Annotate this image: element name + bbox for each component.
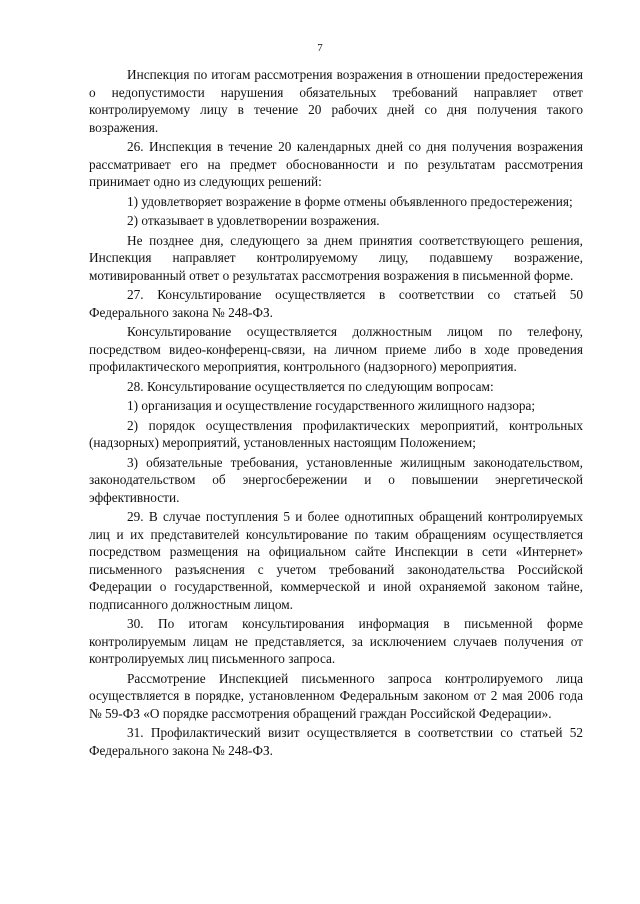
list-item-26-1: 1) удовлетворяет возражение в форме отмены объявленного предостережения; bbox=[127, 193, 573, 209]
paragraph-26: 26. Инспекция в течение 20 календарных дней со дня получения возражения рассматривает его на предмет обоснованности и по результатам рассмотрения принимает одно из следующих решений: bbox=[89, 139, 583, 189]
paragraph-objection-response: Инспекция по итогам рассмотрения возражения в отношении предостережения о недопустимости нарушения обязательных требований направляет ответ контролируемому лицу в течение 20 рабочих дней со дня получения такого возражения. bbox=[89, 67, 583, 135]
paragraph-27: 27. Консультирование осуществляется в соответствии со статьей 50 Федерального закона № 248-ФЗ. bbox=[89, 287, 583, 320]
paragraph-consulting-method: Консультирование осуществляется должностным лицом по телефону, посредством видео-конференц-связи, на личном приеме либо в ходе проведения профилактического мероприятия, контрольного (надзорного) мероприятия. bbox=[89, 324, 583, 374]
list-item-28-1: 1) организация и осуществление государственного жилищного надзора; bbox=[127, 398, 536, 413]
document-body bbox=[89, 66, 583, 759]
paragraph-29: 29. В случае поступления 5 и более однотипных обращений контролируемых лиц и их представителей консультирование по таким обращениям осуществляется посредством размещения на официальном сайте Инспекции в сети «Интернет» письменного разъяснения с учетом требований законодательства Российской Федерации о государственной, коммерческой и иной охраняемой законом тайне, подписанного должностным лицом. bbox=[89, 509, 583, 612]
list-item-28-3: 3) обязательные требования, установленные жилищным законодательством, законодательством об энергосбережении и о повышении энергетической эффективности. bbox=[89, 454, 583, 505]
paragraph-30: 30. По итогам консультирования информация в письменной форме контролируемым лицам не представляется, за исключением случаев получения от контролируемых лиц письменного запроса. bbox=[89, 616, 583, 666]
paragraph-written-request: Рассмотрение Инспекцией письменного запроса контролируемого лица осуществляется в порядке, установленном Федеральным законом от 2 мая 2006 года № 59-ФЗ «О порядке рассмотрения обращений граждан Российской Федерации». bbox=[89, 670, 583, 721]
paragraph-28: 28. Консультирование осуществляется по следующим вопросам: bbox=[127, 378, 494, 394]
list-item-28-2: 2) порядок осуществления профилактических мероприятий, контрольных (надзорных) мероприятий, установленных настоящим Положением; bbox=[89, 417, 583, 450]
page-number: 7 bbox=[317, 42, 323, 54]
list-item-26-2: 2) отказывает в удовлетворении возражения. bbox=[127, 213, 380, 228]
paragraph-31: 31. Профилактический визит осуществляется в соответствии со статьей 52 Федерального закона № 248-ФЗ. bbox=[89, 725, 583, 758]
paragraph-reasoned-answer: Не позднее дня, следующего за днем принятия соответствующего решения, Инспекция направляет контролируемому лицу, подавшему возражение, мотивированный ответ о результатах рассмотрения возражения в письменной форме. bbox=[89, 232, 583, 283]
